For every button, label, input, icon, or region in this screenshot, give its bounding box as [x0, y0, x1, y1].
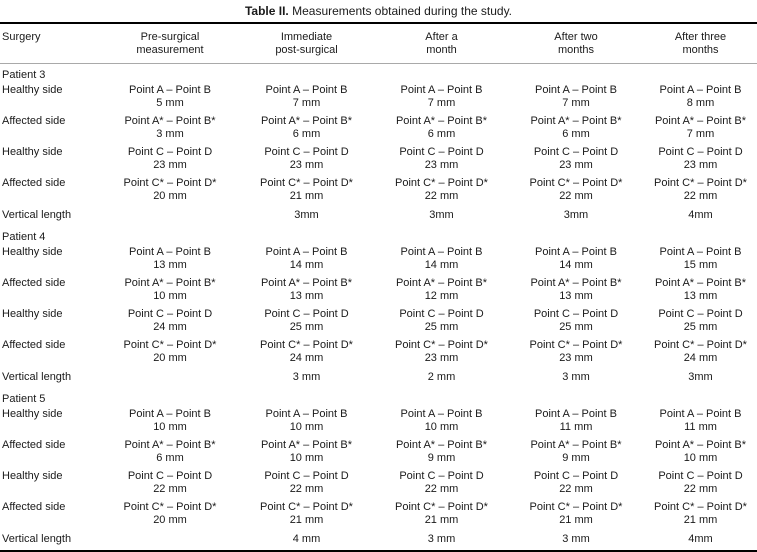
vertical-length-cell: [102, 530, 238, 551]
measurement-cell: [508, 437, 644, 468]
measurement-row: [0, 244, 757, 275]
measurement-row: [0, 144, 757, 175]
measurement-cell: [375, 275, 508, 306]
measurement-cell: [102, 175, 238, 206]
column-header-surgery: [0, 23, 102, 64]
measurement-cell: [238, 437, 375, 468]
row-label: Healthy side: [2, 308, 63, 320]
measure-label: Point A* – Point B*: [260, 277, 353, 289]
vertical-length-cell: 4mm: [688, 533, 713, 545]
row-label: Affected side: [2, 501, 66, 513]
measure-value: 11 mm: [684, 421, 717, 433]
measurement-row: [0, 306, 757, 337]
measure-label: Point C – Point D: [264, 470, 349, 482]
measurement-cell: [644, 468, 757, 499]
measure-value: 23 mm: [424, 159, 459, 171]
measure-label: Point A* – Point B*: [530, 115, 622, 127]
measurement-cell: [644, 337, 757, 368]
measurement-cell: [238, 244, 375, 275]
row-label: Vertical length: [2, 533, 72, 545]
measure-label: Point A – Point B: [265, 246, 348, 258]
measure-label: Point A – Point B: [659, 84, 742, 96]
measure-value: 20 mm: [153, 190, 187, 202]
measure-value: 13 mm: [683, 290, 718, 302]
measure-value: 10 mm: [153, 421, 187, 433]
measure-value: 7 mm: [427, 97, 456, 109]
measure-label: Point A – Point B: [265, 408, 348, 420]
measure-value: 9 mm: [562, 452, 590, 464]
measurement-cell: [508, 337, 644, 368]
measure-value: 10 mm: [289, 452, 324, 464]
measure-label: Point A* – Point B*: [395, 277, 488, 289]
header-line: months: [557, 44, 595, 56]
measurement-row: [0, 437, 757, 468]
measurement-cell: [238, 306, 375, 337]
measurement-cell: [508, 406, 644, 437]
table-title-text: Measurements obtained during the study.: [288, 4, 513, 18]
measure-value: 25 mm: [289, 321, 324, 333]
measurement-cell: [238, 175, 375, 206]
measure-value: 25 mm: [683, 321, 718, 333]
measurement-cell: [375, 144, 508, 175]
measure-label: Point C* – Point D*: [529, 177, 623, 189]
measure-value: 10 mm: [683, 452, 718, 464]
patient-section-row: [0, 388, 757, 406]
measurement-cell: [238, 337, 375, 368]
measurement-cell: [644, 175, 757, 206]
measurement-cell: [102, 275, 238, 306]
measure-value: 7 mm: [562, 97, 590, 109]
measurement-cell: [508, 499, 644, 530]
vertical-length-cell: 4mm: [688, 209, 713, 221]
measure-value: 22 mm: [289, 483, 324, 495]
patient-section-row: [0, 226, 757, 244]
measure-label: Point A – Point B: [400, 408, 483, 420]
column-header-immediate-post-surgical: [238, 23, 375, 64]
measurement-cell: [102, 468, 238, 499]
row-label: Healthy side: [2, 146, 63, 158]
measure-value: 25 mm: [559, 321, 593, 333]
measure-value: 22 mm: [153, 483, 187, 495]
measure-label: Point A* – Point B*: [124, 439, 216, 451]
measure-value: 10 mm: [289, 421, 324, 433]
measure-value: 6 mm: [156, 452, 184, 464]
measurement-cell: [102, 499, 238, 530]
measure-value: 20 mm: [153, 514, 187, 526]
measurement-row-vertical-length: [0, 368, 757, 388]
measure-value: 8 mm: [686, 97, 715, 109]
measure-value: 22 mm: [683, 483, 718, 495]
measure-label: Point C* – Point D*: [395, 177, 488, 189]
measurement-row-vertical-length: [0, 206, 757, 226]
measure-value: 21 mm: [424, 514, 459, 526]
measure-label: Point A – Point B: [535, 246, 617, 258]
measure-label: Point C – Point D: [533, 470, 619, 482]
measure-label: Point C* – Point D*: [123, 501, 217, 513]
measurement-cell: [375, 113, 508, 144]
measure-value: 14 mm: [559, 259, 593, 271]
measure-label: Point C* – Point D*: [654, 177, 747, 189]
measure-label: Point A – Point B: [129, 84, 211, 96]
measurement-row: [0, 468, 757, 499]
measure-value: 23 mm: [559, 159, 593, 171]
measurement-cell: [102, 113, 238, 144]
vertical-length-cell: 4 mm: [292, 533, 321, 545]
measure-value: 6 mm: [427, 128, 456, 140]
measure-label: Point C – Point D: [399, 308, 484, 320]
measure-label: Point A* – Point B*: [654, 277, 747, 289]
measure-value: 10 mm: [153, 290, 187, 302]
measure-label: Point A* – Point B*: [395, 439, 488, 451]
measurement-cell: [238, 499, 375, 530]
measure-label: Point A – Point B: [400, 84, 483, 96]
measure-label: Point C* – Point D*: [123, 339, 217, 351]
measure-value: 22 mm: [424, 190, 459, 202]
measurement-cell: [102, 337, 238, 368]
measurement-cell: [644, 406, 757, 437]
measure-label: Point C* – Point D*: [123, 177, 217, 189]
measurement-cell: [508, 113, 644, 144]
measurement-cell: [508, 306, 644, 337]
measurement-cell: [644, 82, 757, 113]
measurement-cell: [375, 468, 508, 499]
row-label: Vertical length: [2, 371, 72, 383]
measure-label: Point C – Point D: [399, 146, 484, 158]
measure-label: Point A – Point B: [265, 84, 348, 96]
header-line: After two: [554, 31, 598, 43]
measure-label: Point A – Point B: [129, 246, 211, 258]
vertical-length-cell: [102, 368, 238, 388]
measurement-cell: [644, 499, 757, 530]
measure-label: Point A – Point B: [535, 408, 617, 420]
measure-label: Point A* – Point B*: [530, 277, 622, 289]
measurements-table: [0, 22, 757, 552]
measure-label: Point A* – Point B*: [260, 439, 353, 451]
measurement-cell: [508, 468, 644, 499]
measure-label: Point A* – Point B*: [654, 439, 747, 451]
header-line: After three: [674, 31, 727, 43]
measure-value: 21 mm: [683, 514, 718, 526]
measure-label: Point C* – Point D*: [260, 501, 353, 513]
vertical-length-cell: 3mm: [563, 209, 589, 221]
measure-value: 23 mm: [424, 352, 459, 364]
measure-value: 15 mm: [683, 259, 718, 271]
measure-value: 3 mm: [156, 128, 184, 140]
measure-value: 7 mm: [292, 97, 321, 109]
measure-label: Point C* – Point D*: [529, 501, 623, 513]
measurement-row: [0, 406, 757, 437]
measurement-cell: [238, 113, 375, 144]
measure-value: 24 mm: [683, 352, 718, 364]
measurement-cell: [508, 82, 644, 113]
measure-label: Point C* – Point D*: [529, 339, 623, 351]
vertical-length-cell: 3 mm: [562, 533, 590, 545]
measure-label: Point C – Point D: [658, 308, 743, 320]
table-title-number: Table II.: [244, 4, 289, 18]
measure-label: Point A* – Point B*: [124, 115, 216, 127]
measure-label: Point C – Point D: [264, 308, 349, 320]
table-header: [0, 23, 757, 64]
row-label: Affected side: [2, 115, 66, 127]
measurement-row: [0, 499, 757, 530]
measurement-cell: [375, 82, 508, 113]
measure-value: 23 mm: [559, 352, 593, 364]
column-header-after-three-months: [644, 23, 757, 64]
measurement-cell: [238, 406, 375, 437]
measurement-cell: [102, 244, 238, 275]
row-label: Affected side: [2, 177, 66, 189]
row-label: Healthy side: [2, 470, 63, 482]
measurement-cell: [238, 82, 375, 113]
vertical-length-cell: 2 mm: [427, 371, 456, 383]
measure-label: Point C – Point D: [399, 470, 484, 482]
measure-value: 24 mm: [153, 321, 187, 333]
measure-label: Point C – Point D: [264, 146, 349, 158]
measure-value: 10 mm: [424, 421, 459, 433]
measure-label: Point C* – Point D*: [395, 501, 488, 513]
measure-value: 11 mm: [559, 421, 593, 433]
measurement-cell: [644, 275, 757, 306]
measurement-row: [0, 113, 757, 144]
measure-value: 23 mm: [683, 159, 718, 171]
vertical-length-cell: 3mm: [429, 209, 454, 221]
measure-label: Point C* – Point D*: [260, 177, 353, 189]
header-line: Pre-surgical: [140, 31, 200, 43]
row-label: Affected side: [2, 339, 66, 351]
header-line: month: [426, 44, 457, 56]
measurement-row: [0, 275, 757, 306]
measure-label: Point A* – Point B*: [654, 115, 747, 127]
vertical-length-cell: 3 mm: [562, 371, 590, 383]
measurement-cell: [508, 275, 644, 306]
measure-label: Point C* – Point D*: [654, 501, 747, 513]
measure-label: Point A* – Point B*: [530, 439, 622, 451]
measurement-cell: [238, 275, 375, 306]
measure-label: Point C – Point D: [658, 146, 743, 158]
measurement-cell: [375, 499, 508, 530]
measurement-row-vertical-length: [0, 530, 757, 551]
measurement-cell: [375, 306, 508, 337]
vertical-length-cell: 3 mm: [427, 533, 456, 545]
measure-value: 5 mm: [156, 97, 184, 109]
measurement-cell: [644, 244, 757, 275]
row-label: Vertical length: [2, 209, 72, 221]
measure-label: Point A* – Point B*: [395, 115, 488, 127]
measurement-cell: [238, 468, 375, 499]
header-line: months: [682, 44, 719, 56]
measure-value: 22 mm: [559, 190, 593, 202]
vertical-length-cell: 3mm: [294, 209, 319, 221]
measure-value: 12 mm: [424, 290, 459, 302]
measure-value: 9 mm: [427, 452, 456, 464]
patient-label: Patient 5: [2, 393, 46, 405]
measurement-cell: [508, 244, 644, 275]
measurement-row: [0, 337, 757, 368]
measure-label: Point C – Point D: [127, 146, 213, 158]
row-label: Healthy side: [2, 84, 63, 96]
row-label: Healthy side: [2, 408, 63, 420]
measure-value: 25 mm: [424, 321, 459, 333]
measure-value: 6 mm: [562, 128, 590, 140]
measure-value: 21 mm: [559, 514, 593, 526]
patient-label: Patient 3: [2, 69, 46, 81]
header-row: [0, 23, 757, 64]
measure-label: Point A – Point B: [129, 408, 211, 420]
measurement-cell: [102, 406, 238, 437]
measurement-cell: [375, 175, 508, 206]
measure-value: 23 mm: [153, 159, 187, 171]
measurement-cell: [644, 437, 757, 468]
measurement-cell: [375, 437, 508, 468]
patient-section-row: [0, 64, 757, 83]
measure-label: Point A – Point B: [400, 246, 483, 258]
measure-label: Point A – Point B: [659, 408, 742, 420]
measure-label: Point C – Point D: [658, 470, 743, 482]
measurement-cell: [375, 244, 508, 275]
table-body: [0, 64, 757, 552]
measure-value: 22 mm: [683, 190, 718, 202]
measure-label: Point C – Point D: [533, 146, 619, 158]
measure-label: Point C* – Point D*: [395, 339, 488, 351]
measure-label: Point C – Point D: [127, 470, 213, 482]
measure-label: Point A* – Point B*: [260, 115, 353, 127]
column-header-after-two-months: [508, 23, 644, 64]
measure-value: 22 mm: [424, 483, 459, 495]
patient-label: Patient 4: [2, 231, 46, 243]
measurement-cell: [644, 113, 757, 144]
measure-value: 20 mm: [153, 352, 187, 364]
measure-label: Point C* – Point D*: [654, 339, 747, 351]
measurement-cell: [508, 144, 644, 175]
row-label: Healthy side: [2, 246, 63, 258]
header-line: post-surgical: [275, 44, 338, 56]
measure-value: 13 mm: [559, 290, 593, 302]
measure-value: 24 mm: [289, 352, 324, 364]
measure-label: Point A* – Point B*: [124, 277, 216, 289]
measure-label: Point C – Point D: [127, 308, 213, 320]
measurement-cell: [102, 306, 238, 337]
header-line: After a: [425, 31, 458, 43]
row-label: Affected side: [2, 277, 66, 289]
measurement-cell: [375, 337, 508, 368]
measure-value: 21 mm: [289, 190, 324, 202]
measure-value: 13 mm: [153, 259, 187, 271]
measure-label: Point A – Point B: [535, 84, 617, 96]
measure-label: Point C – Point D: [533, 308, 619, 320]
measurement-row: [0, 82, 757, 113]
measurement-cell: [102, 144, 238, 175]
header-line: measurement: [136, 44, 204, 56]
measure-label: Point A – Point B: [659, 246, 742, 258]
measurement-cell: [375, 406, 508, 437]
measurement-cell: [644, 306, 757, 337]
measure-value: 14 mm: [424, 259, 459, 271]
measurement-cell: [102, 437, 238, 468]
row-label: Affected side: [2, 439, 66, 451]
measure-value: 7 mm: [686, 128, 715, 140]
vertical-length-cell: [102, 206, 238, 226]
vertical-length-cell: 3 mm: [292, 371, 321, 383]
measure-label: Point C* – Point D*: [260, 339, 353, 351]
measure-value: 23 mm: [289, 159, 324, 171]
measurement-cell: [508, 175, 644, 206]
measurement-row: [0, 175, 757, 206]
measure-value: 6 mm: [292, 128, 321, 140]
table-title: [0, 0, 757, 22]
column-header-after-a-month: [375, 23, 508, 64]
header-line: Immediate: [280, 31, 333, 43]
measure-value: 13 mm: [289, 290, 324, 302]
column-header-pre-surgical: [102, 23, 238, 64]
measure-value: 14 mm: [289, 259, 324, 271]
measurement-cell: [102, 82, 238, 113]
measurement-cell: [238, 144, 375, 175]
measurement-cell: [644, 144, 757, 175]
vertical-length-cell: 3mm: [688, 371, 713, 383]
measure-value: 21 mm: [289, 514, 324, 526]
measure-value: 22 mm: [559, 483, 593, 495]
header-line: Surgery: [2, 31, 41, 43]
